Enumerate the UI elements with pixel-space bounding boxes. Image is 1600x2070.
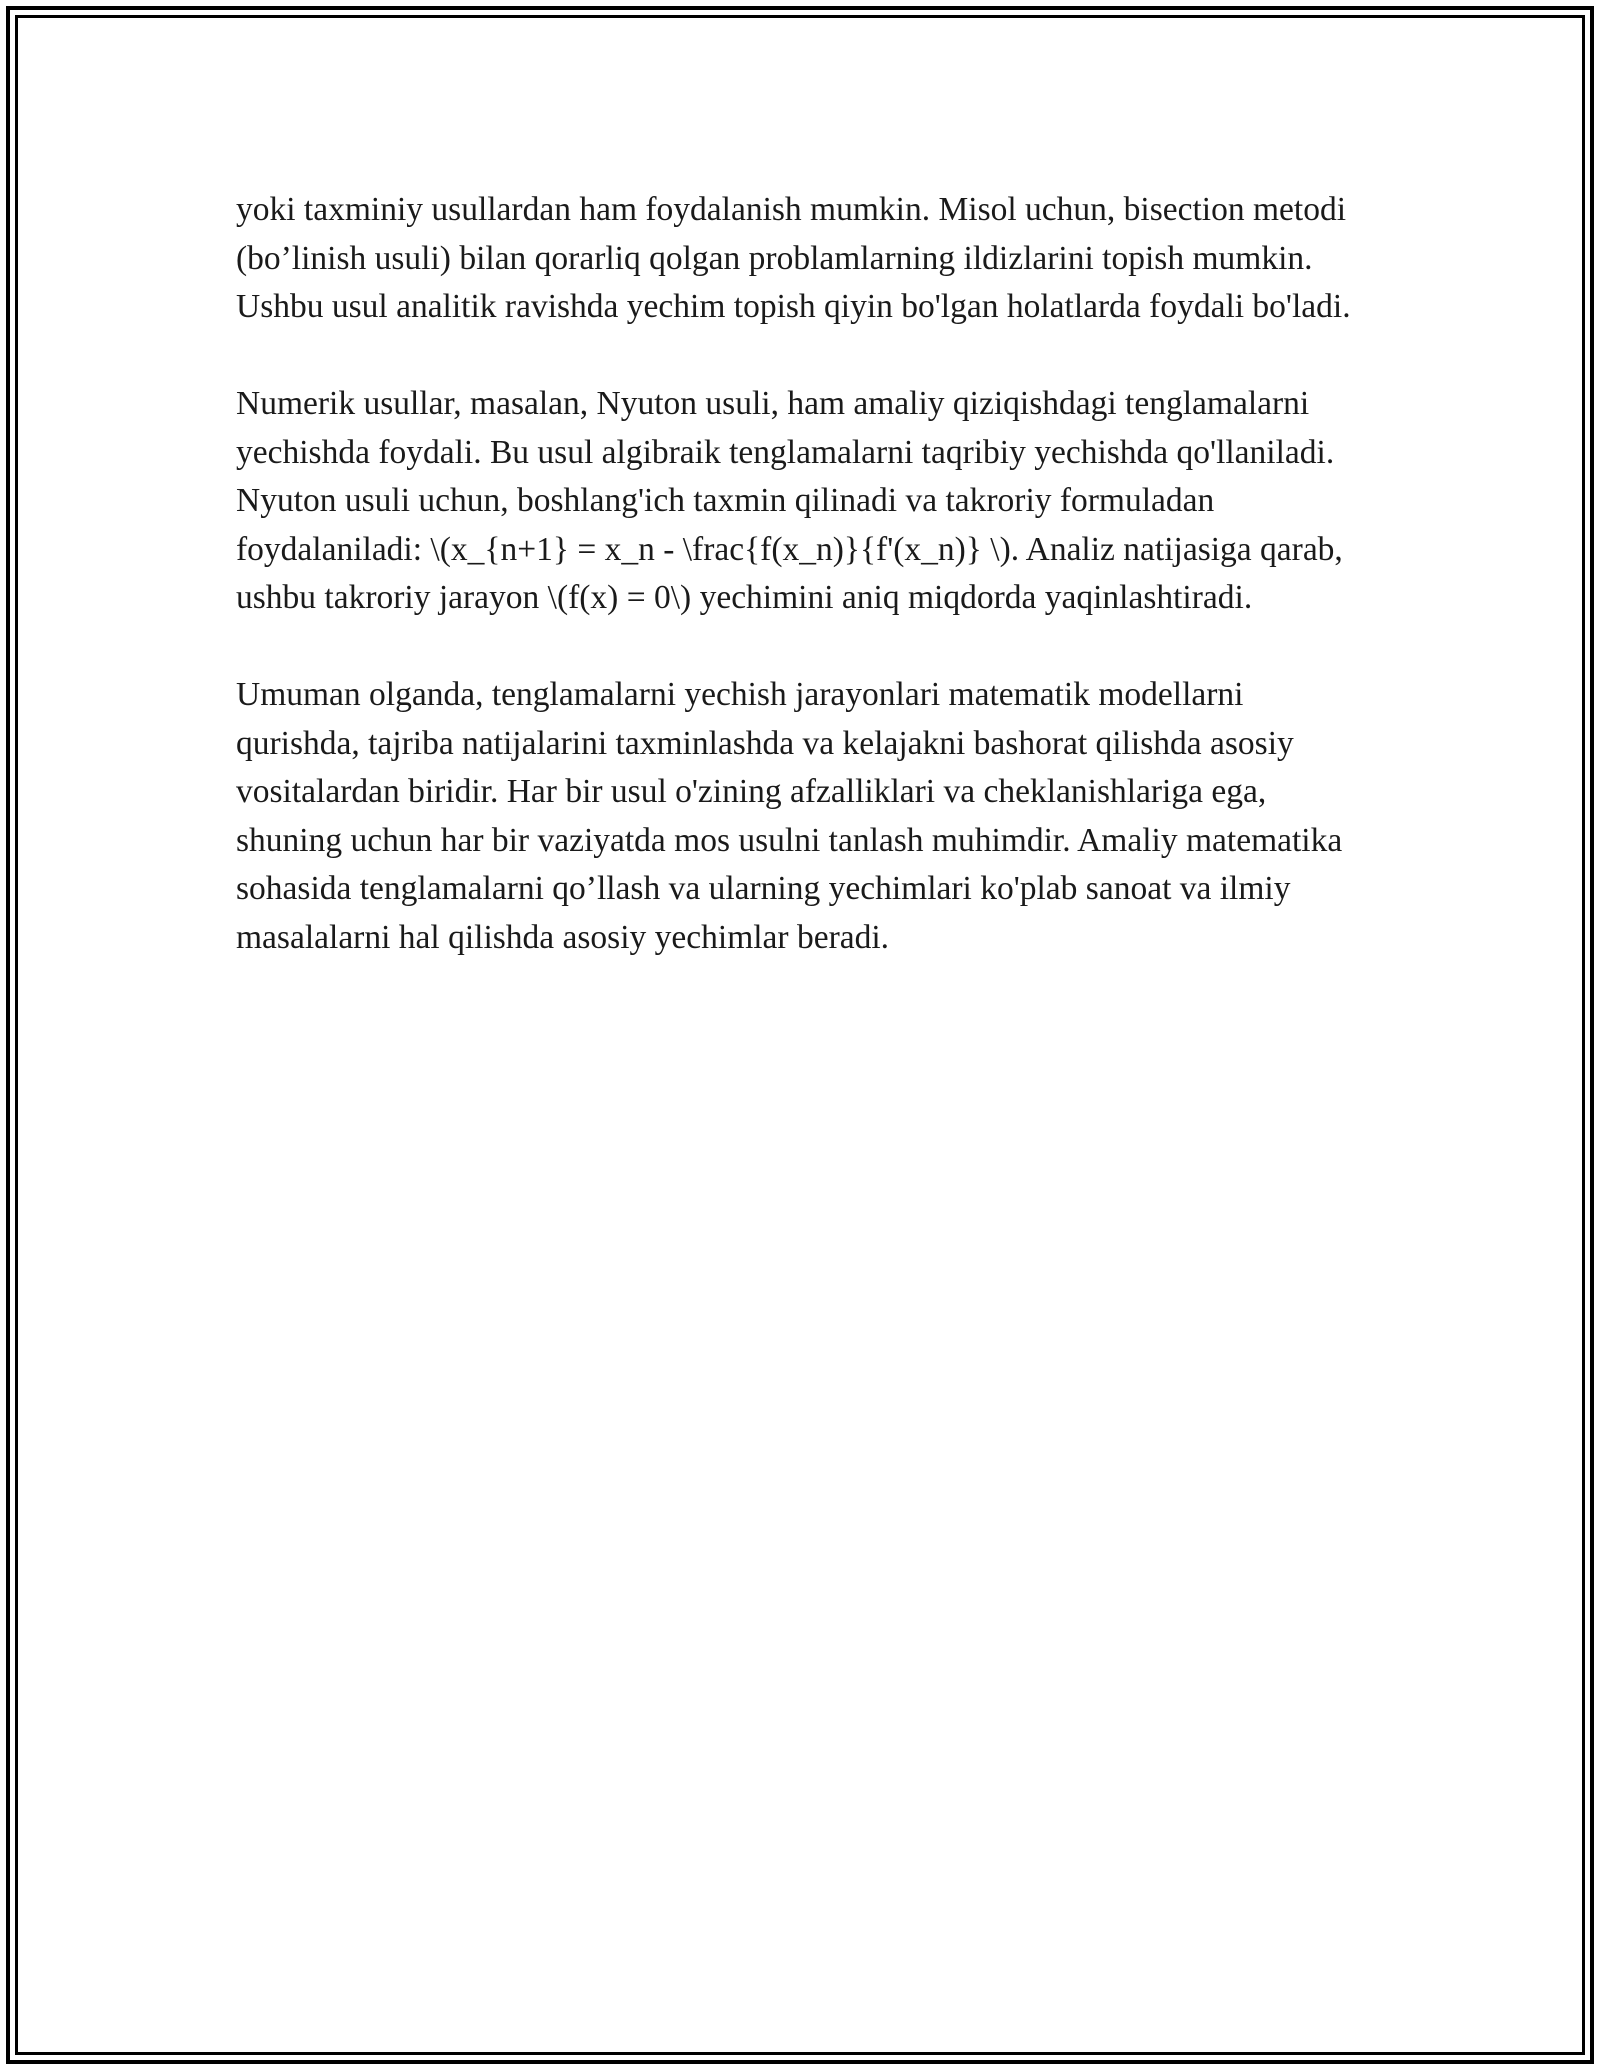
- paragraph-bisection-method: yoki taxminiy usullardan ham foydalanish mumkin. Misol uchun, bisection metodi (bo’linish usuli) bilan qorarliq qolgan problamlarning ildizlarini topish mumkin. Ushbu usul analitik ravishda yechim topish qiyin bo'lgan holatlarda foydali bo'ladi.: [236, 191, 1351, 325]
- document-body: [236, 186, 1366, 1011]
- paragraph-newton-method: Numerik usullar, masalan, Nyuton usuli, ham amaliy qiziqishdagi tenglamalarni yechishda foydali. Bu usul algibraik tenglamalarni taqribiy yechishda qo'llaniladi. Nyuton usuli uchun, boshlang'ich taxmin qilinadi va takroriy formuladan foydalaniladi: \(x_{n+1} = x_n - \frac{f(x_n)}{f'(x_n)} \). Analiz natijasiga qarab, ushbu takroriy jarayon \(f(x) = 0\) yechimini aniq miqdorda yaqinlashtiradi.: [236, 385, 1343, 616]
- paragraph-conclusion: Umuman olganda, tenglamalarni yechish jarayonlari matematik modellarni qurishda, tajriba natijalarini taxminlashda va kelajakni bashorat qilishda asosiy vositalardan biridir. Har bir usul o'zining afzalliklari va cheklanishlariga ega, shuning uchun har bir vaziyatda mos usulni tanlash muhimdir. Amaliy matematika sohasida tenglamalarni qo’llash va ularning yechimlari ko'plab sanoat va ilmiy masalalarni hal qilishda asosiy yechimlar beradi.: [236, 676, 1343, 956]
